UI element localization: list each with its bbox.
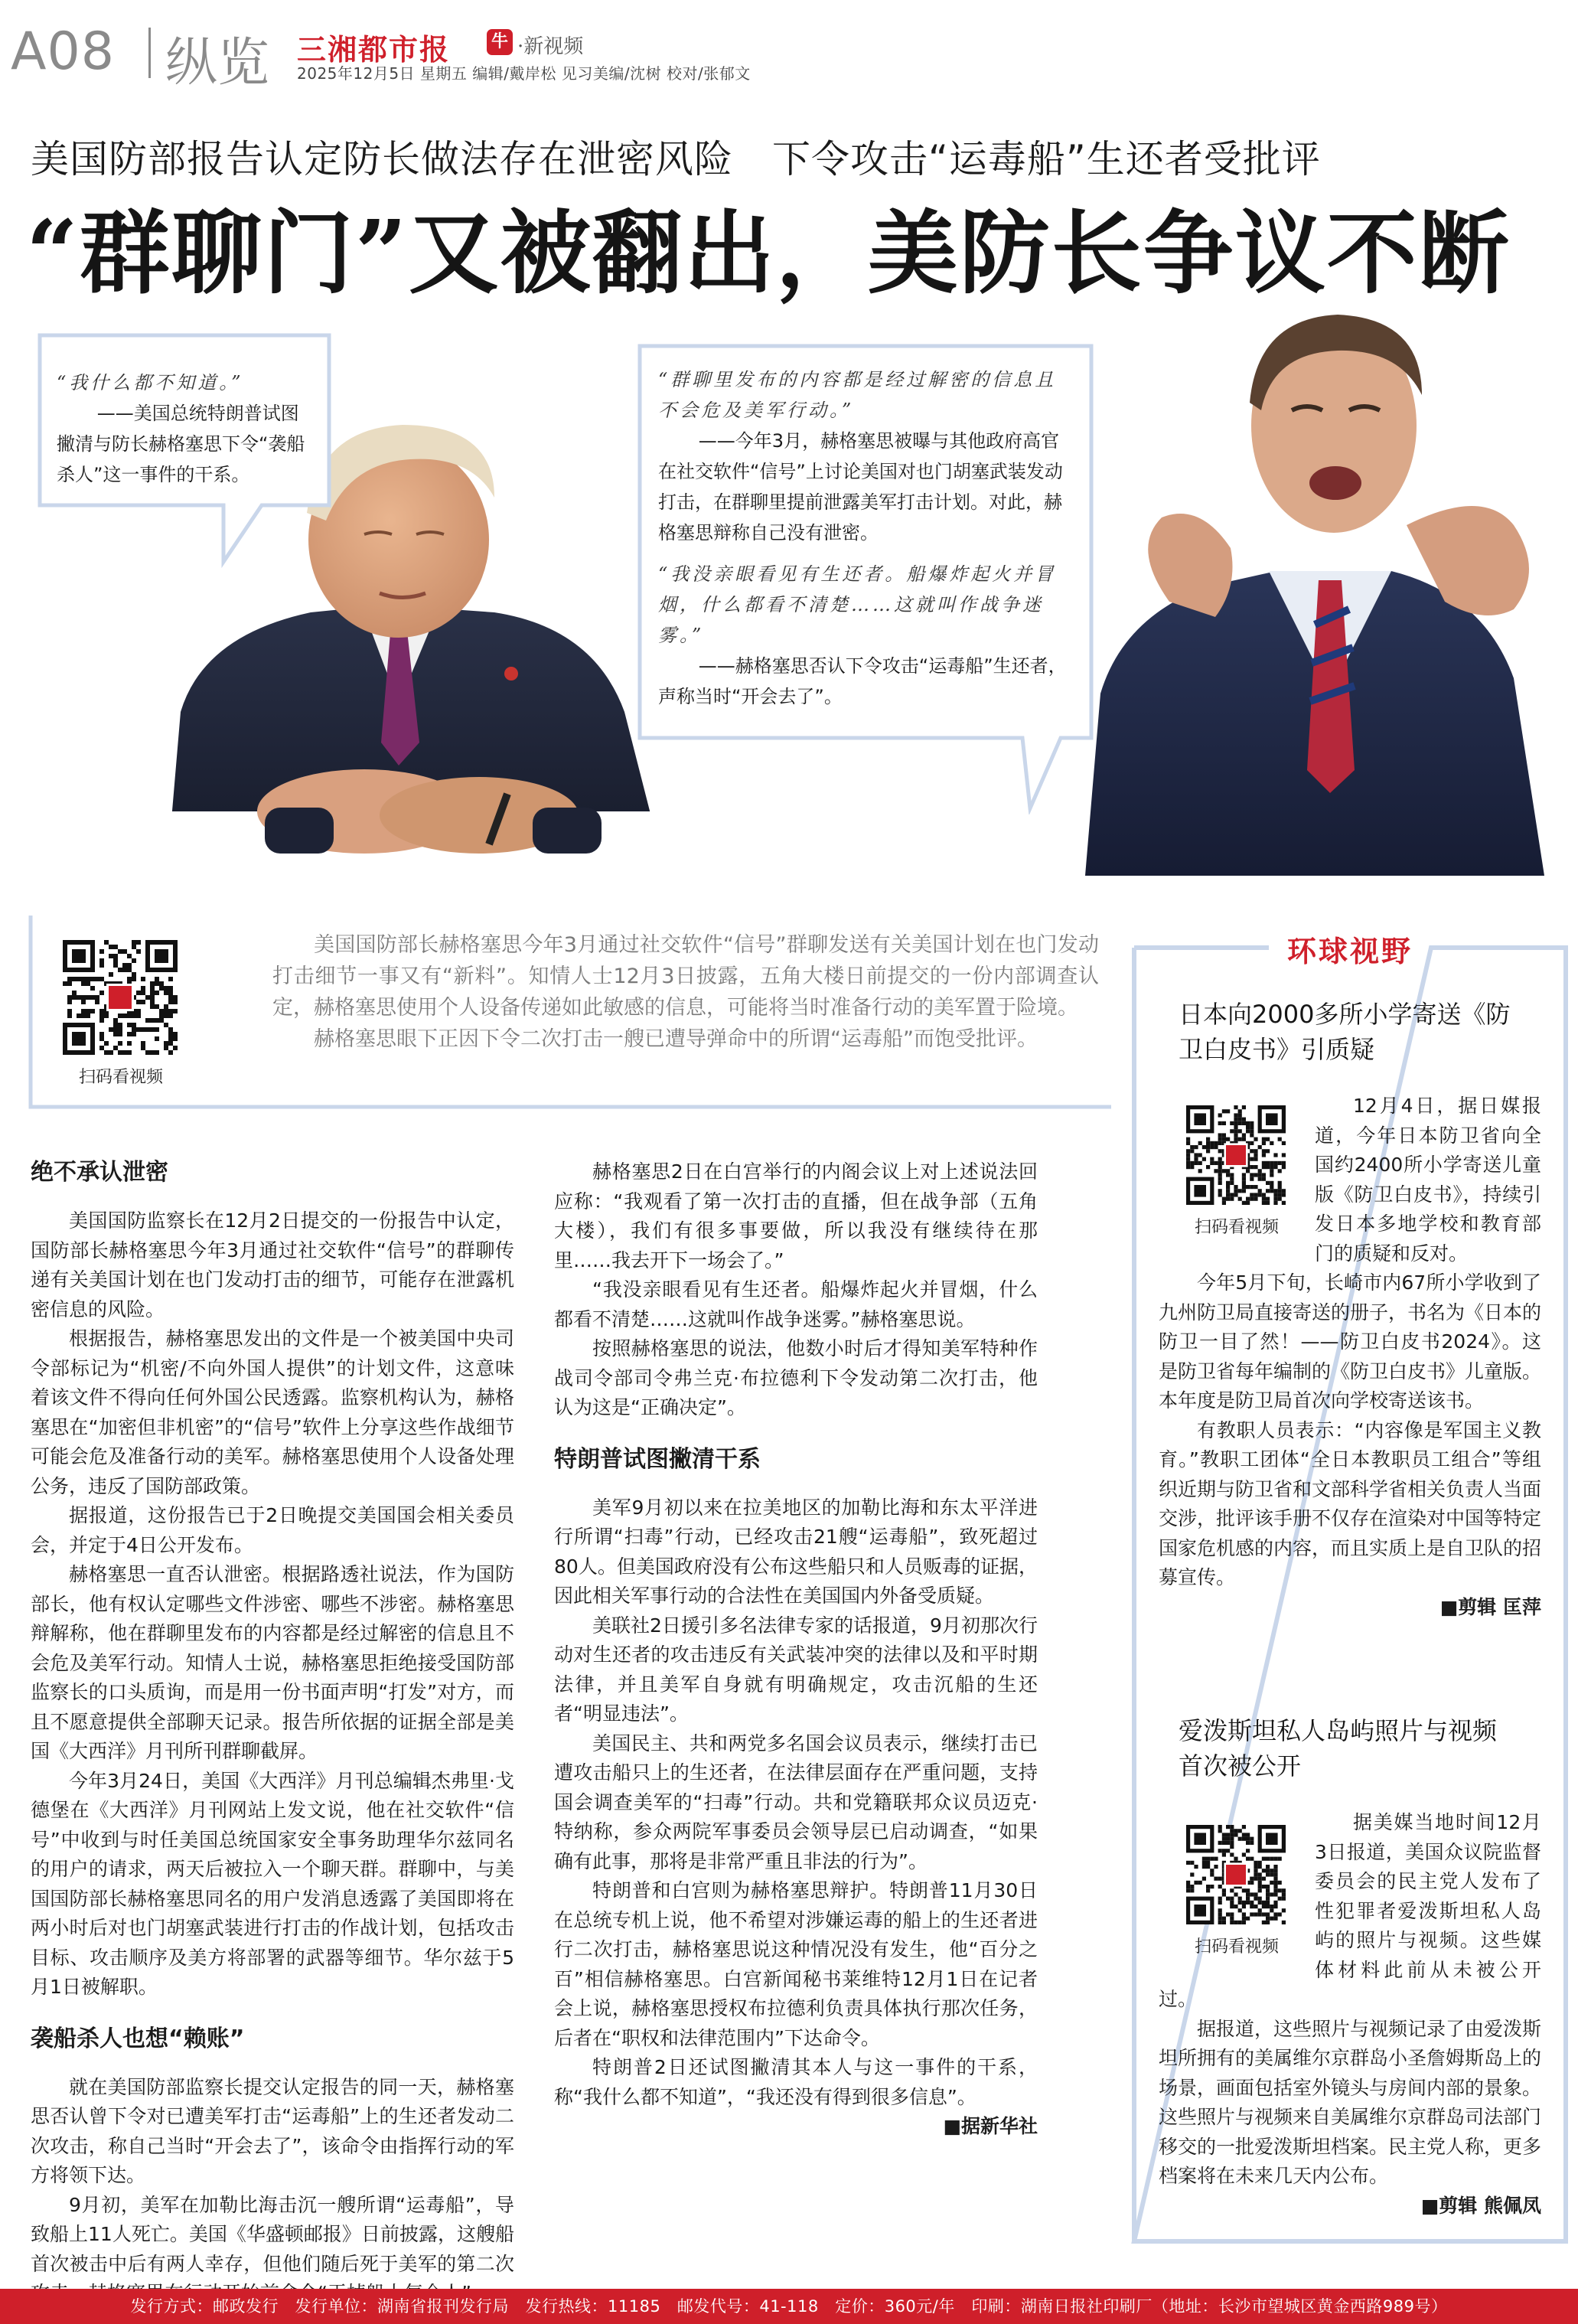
body-paragraph: 美国国防监察长在12月2日提交的一份报告中认定，国防部长赫格塞思今年3月通过社交软件“信号”的群聊传递有关美国计划在也门发动打击的细节，可能存在泄露机密信息的风险。 — [31, 1209, 514, 1320]
bubble-center-quote-1: “群聊里发布的内容都是经过解密的信息且不会危及美军行动。” — [658, 369, 1057, 421]
body-paragraph: 美军9月初以来在拉美地区的加勒比海和东太平洋进行所谓“扫毒”行动，已经攻击21艘“运毒船”，致死超过80人。但美国政府没有公布这些船只和人员贩毒的证据，因此相关军事行动的合法性在美国国内外备受质疑。 — [554, 1496, 1038, 1607]
bubble-center-attribution-1: ——今年3月，赫格塞思被曝与其他政府高官在社交软件“信号”上讨论美国对也门胡塞武装发动打击，在群聊里提前泄露美军打击计划。对此，赫格塞思辩称自己没有泄密。 — [658, 430, 1063, 543]
body-paragraph: 赫格塞思一直否认泄密。根据路透社说法，作为国防部长，他有权认定哪些文件涉密、哪些不涉密。赫格塞思辩解称，他在群聊里发布的内容都是经过解密的信息且不会危及美军行动。知情人士说，赫格塞思拒绝接受国防部监察长的口头质询，而是用一份书面声明“打发”对方，而且不愿意提供全部聊天记录。报告所依据的证据全部是美国《大西洋》月刊所刊群聊截屏。 — [31, 1563, 514, 1762]
sidebar-credit-1: ■剪辑 匡萍 — [1439, 1595, 1541, 1618]
body-paragraph: 美联社2日援引多名法律专家的话报道，9月初那次行动对生还者的攻击违反有关武装冲突的法律以及和平时期法律，并且美军自身就有明确规定，攻击沉船的生还者“明显违法”。 — [554, 1614, 1038, 1725]
issue-meta: 2025年12月5日 星期五 编辑/戴岸松 见习美编/沈树 校对/张郁文 — [297, 64, 751, 83]
body-paragraph: 赫格塞思2日在白宫举行的内阁会议上对上述说法回应称：“我观看了第一次打击的直播，但在战争部（五角大楼），我们有很多事要做，所以我没有继续待在那里……我去开下一场会了。” — [554, 1160, 1038, 1271]
body-paragraph: “我没亲眼看见有生还者。船爆炸起火并冒烟，什么都看不清楚……这就叫作战争迷雾。”赫格塞思说。 — [554, 1278, 1038, 1330]
brand-video-label: ·新视频 — [517, 35, 584, 58]
quote-bubble-left — [32, 329, 335, 568]
body-paragraph: 特朗普和白宫则为赫格塞思辩护。特朗普11月30日在总统专机上说，他不希望对涉嫌运毒的船上的生还者进行二次打击，赫格塞思说这种情况没有发生，他“百分之百”相信赫格塞思。白宫新闻秘书莱维特12月1日在记者会上说，赫格塞思授权布拉德利负责具体执行那次任务，后者在“职权和法律范围内”下达命令。 — [554, 1879, 1038, 2049]
main-headline: “群聊门”又被翻出，美防长争议不断 — [26, 200, 1511, 306]
subhead-3: 特朗普试图撇清干系 — [554, 1445, 761, 1473]
qr-code-icon — [63, 940, 178, 1055]
sidebar-paragraph: 12月4日，据日媒报道，今年日本防卫省向全国约2400所小学寄送儿童版《防卫白皮书》，持续引发日本多地学校和教育部门的质疑和反对。 — [1315, 1095, 1541, 1265]
summary-box — [28, 912, 1114, 1110]
bubble-left-quote: “我什么都不知道。” — [57, 372, 244, 393]
float-spacer — [1159, 1808, 1315, 1981]
newspaper-brand: 三湘都市报 — [297, 32, 451, 67]
body-paragraph: 据报道，这份报告已于2日晚提交美国国会相关委员会，并定于4日公开发布。 — [31, 1504, 514, 1556]
section-name: 纵览 — [165, 33, 270, 93]
sidebar-paragraph: 今年5月下旬，长崎市内67所小学收到了九州防卫局直接寄送的册子，书名为《日本的防卫一目了然！——防卫白皮书2024》。这是防卫省每年编制的《防卫白皮书》儿童版。本年度是防卫局首次向学校寄送该书。 — [1159, 1271, 1542, 1412]
body-paragraph: 就在美国防部监察长提交认定报告的同一天，赫格塞思否认曾下令对已遭美军打击“运毒船”上的生还者发动二次攻击，称自己当时“开会去了”，该命令由指挥行动的军方将领下达。 — [31, 2075, 514, 2186]
sidebar-global-view — [1131, 917, 1569, 2244]
footer-publishing-info: 发行方式：邮政发行 发行单位：湖南省报刊发行局 发行热线：11185 邮发代号：41-118 定价：360元/年 印刷：湖南日报社印刷厂（地址：长沙市望城区黄金西路989号） — [0, 2289, 1578, 2324]
sidebar-story-2-body — [1159, 1808, 1541, 2221]
masthead-divider — [148, 28, 151, 78]
article-credit: ■据新华社 — [943, 2115, 1038, 2137]
body-paragraph: 今年3月24日，美国《大西洋》月刊总编辑杰弗里·戈德堡在《大西洋》月刊网站上发文说，他在社交软件“信号”中收到与时任美国总统国家安全事务助理华尔兹同名的用户的请求，两天后被拉入一个聊天群。群聊中，与美国国防部长赫格塞思同名的用户发消息透露了美国即将在两小时后对也门胡塞武装进行打击的作战计划，包括攻击目标、攻击顺序及美方将部署的武器等细节。华尔兹于5月1日被解职。 — [31, 1769, 514, 1998]
brand-badge-icon: 牛 — [487, 29, 513, 55]
sidebar-paragraph: 有教职人员表示：“内容像是军国主义教育。”教职工团体“全日本教职员工组合”等组织近期与防卫省和文部科学省相关负责人当面交涉，批评该手册不仅存在渲染对中国等特定国家危机感的内容，而且实质上是自卫队的招募宣传。 — [1159, 1418, 1542, 1588]
sidebar-title: 环球视野 — [1286, 935, 1413, 968]
quote-bubble-center — [632, 340, 1099, 814]
body-paragraph: 美国民主、共和两党多名国会议员表示，继续打击已遭攻击船只上的生还者，在法律层面存在严重问题，支持国会调查美军的“扫毒”行动。共和党籍联邦众议员迈克·特纳称，参众两院军事委员会领导层已启动调查，“如果确有此事，那将是非常严重且非法的行为”。 — [554, 1732, 1038, 1872]
bubble-center-quote-2: “我没亲眼看见有生还者。船爆炸起火并冒烟，什么都看不清楚……这就叫作战争迷雾。” — [658, 563, 1057, 646]
qr-code-main[interactable] — [63, 940, 178, 1055]
sidebar-story-1-headline: 日本向2000多所小学寄送《防卫白皮书》引质疑 — [1179, 1000, 1511, 1064]
sidebar-story-2-headline: 爱泼斯坦私人岛屿照片与视频首次被公开 — [1179, 1716, 1498, 1781]
article-column-2 — [554, 1157, 1038, 2142]
qr-label-story-2: 扫码看视频 — [1194, 1937, 1279, 1957]
float-spacer — [1159, 1092, 1315, 1265]
subhead-1: 绝不承认泄密 — [31, 1159, 168, 1186]
masthead — [0, 0, 1578, 93]
body-paragraph: 特朗普2日还试图撇清其本人与这一事件的干系，称“我什么都不知道”，“我还没有得到很多信息”。 — [554, 2056, 1038, 2108]
photo-gesturing-man-illustration — [1085, 295, 1578, 876]
sidebar-story-1-body — [1159, 1092, 1541, 1622]
bubble-center-attribution-2: ——赫格塞思否认下令攻击“运毒船”生还者，声称当时“开会去了”。 — [658, 655, 1067, 707]
summary-paragraph: 美国国防部长赫格塞思今年3月通过社交软件“信号”群聊发送有关美国计划在也门发动打击细节一事又有“新料”。知情人士12月3日披露，五角大楼日前提交的一份内部调查认定，赫格塞思使用个人设备传递如此敏感的信息，可能将当时准备行动的美军置于险境。 — [272, 933, 1099, 1020]
body-paragraph: 根据报告，赫格塞思发出的文件是一个被美国中央司令部标记为“机密/不向外国人提供”的计划文件，这意味着该文件不得向任何外国公民透露。监察机构认为，赫格塞思在“加密但非机密”的“信号”软件上分享这些作战细节可能会危及准备行动的美军。赫格塞思使用个人设备处理公务，违反了国防部政策。 — [31, 1327, 514, 1497]
photo-gesturing-man — [1085, 295, 1578, 876]
sidebar-paragraph: 据美媒当地时间12月3日报道，美国众议院监督委员会的民主党人发布了性犯罪者爱泼斯坦私人岛屿的照片与视频。这些媒体材料此前从未被公开过。 — [1159, 1811, 1541, 2010]
qr-label-main: 扫码看视频 — [78, 1068, 163, 1087]
kicker-headline: 美国防部报告认定防长做法存在泄密风险 下令攻击“运毒船”生还者受批评 — [31, 137, 1321, 181]
page-number: A08 — [11, 21, 116, 82]
article-column-1 — [31, 1157, 514, 2309]
bubble-left-attribution: ——美国总统特朗普试图撇清与防长赫格塞思下令“袭船杀人”这一事件的干系。 — [57, 403, 305, 485]
summary-text — [272, 929, 1099, 1055]
subhead-2: 袭船杀人也想“赖账” — [31, 2025, 245, 2052]
body-paragraph: 按照赫格塞思的说法，他数小时后才得知美军特种作战司令部司令弗兰克·布拉德利下令发动第二次打击，他认为这是“正确决定”。 — [554, 1337, 1038, 1418]
qr-label-story-1: 扫码看视频 — [1194, 1218, 1279, 1237]
sidebar-paragraph: 据报道，这些照片与视频记录了由爱泼斯坦所拥有的美属维尔京群岛小圣詹姆斯岛上的场景，画面包括室外镜头与房间内部的景象。这些照片与视频来自美属维尔京群岛司法部门移交的一批爱泼斯坦档案。民主党人称，更多档案将在未来几天内公布。 — [1159, 2017, 1542, 2187]
sidebar-credit-2: ■剪辑 熊佩凤 — [1420, 2194, 1541, 2217]
summary-paragraph: 赫格塞思眼下正因下令二次打击一艘已遭导弹命中的所谓“运毒船”而饱受批评。 — [314, 1027, 1038, 1051]
body-paragraph: 9月初，美军在加勒比海击沉一艘所谓“运毒船”，导致船上11人死亡。美国《华盛顿邮报》日前披露，这艘船首次被击中后有两人幸存，但他们随后死于美军的第二次 — [31, 2193, 514, 2275]
